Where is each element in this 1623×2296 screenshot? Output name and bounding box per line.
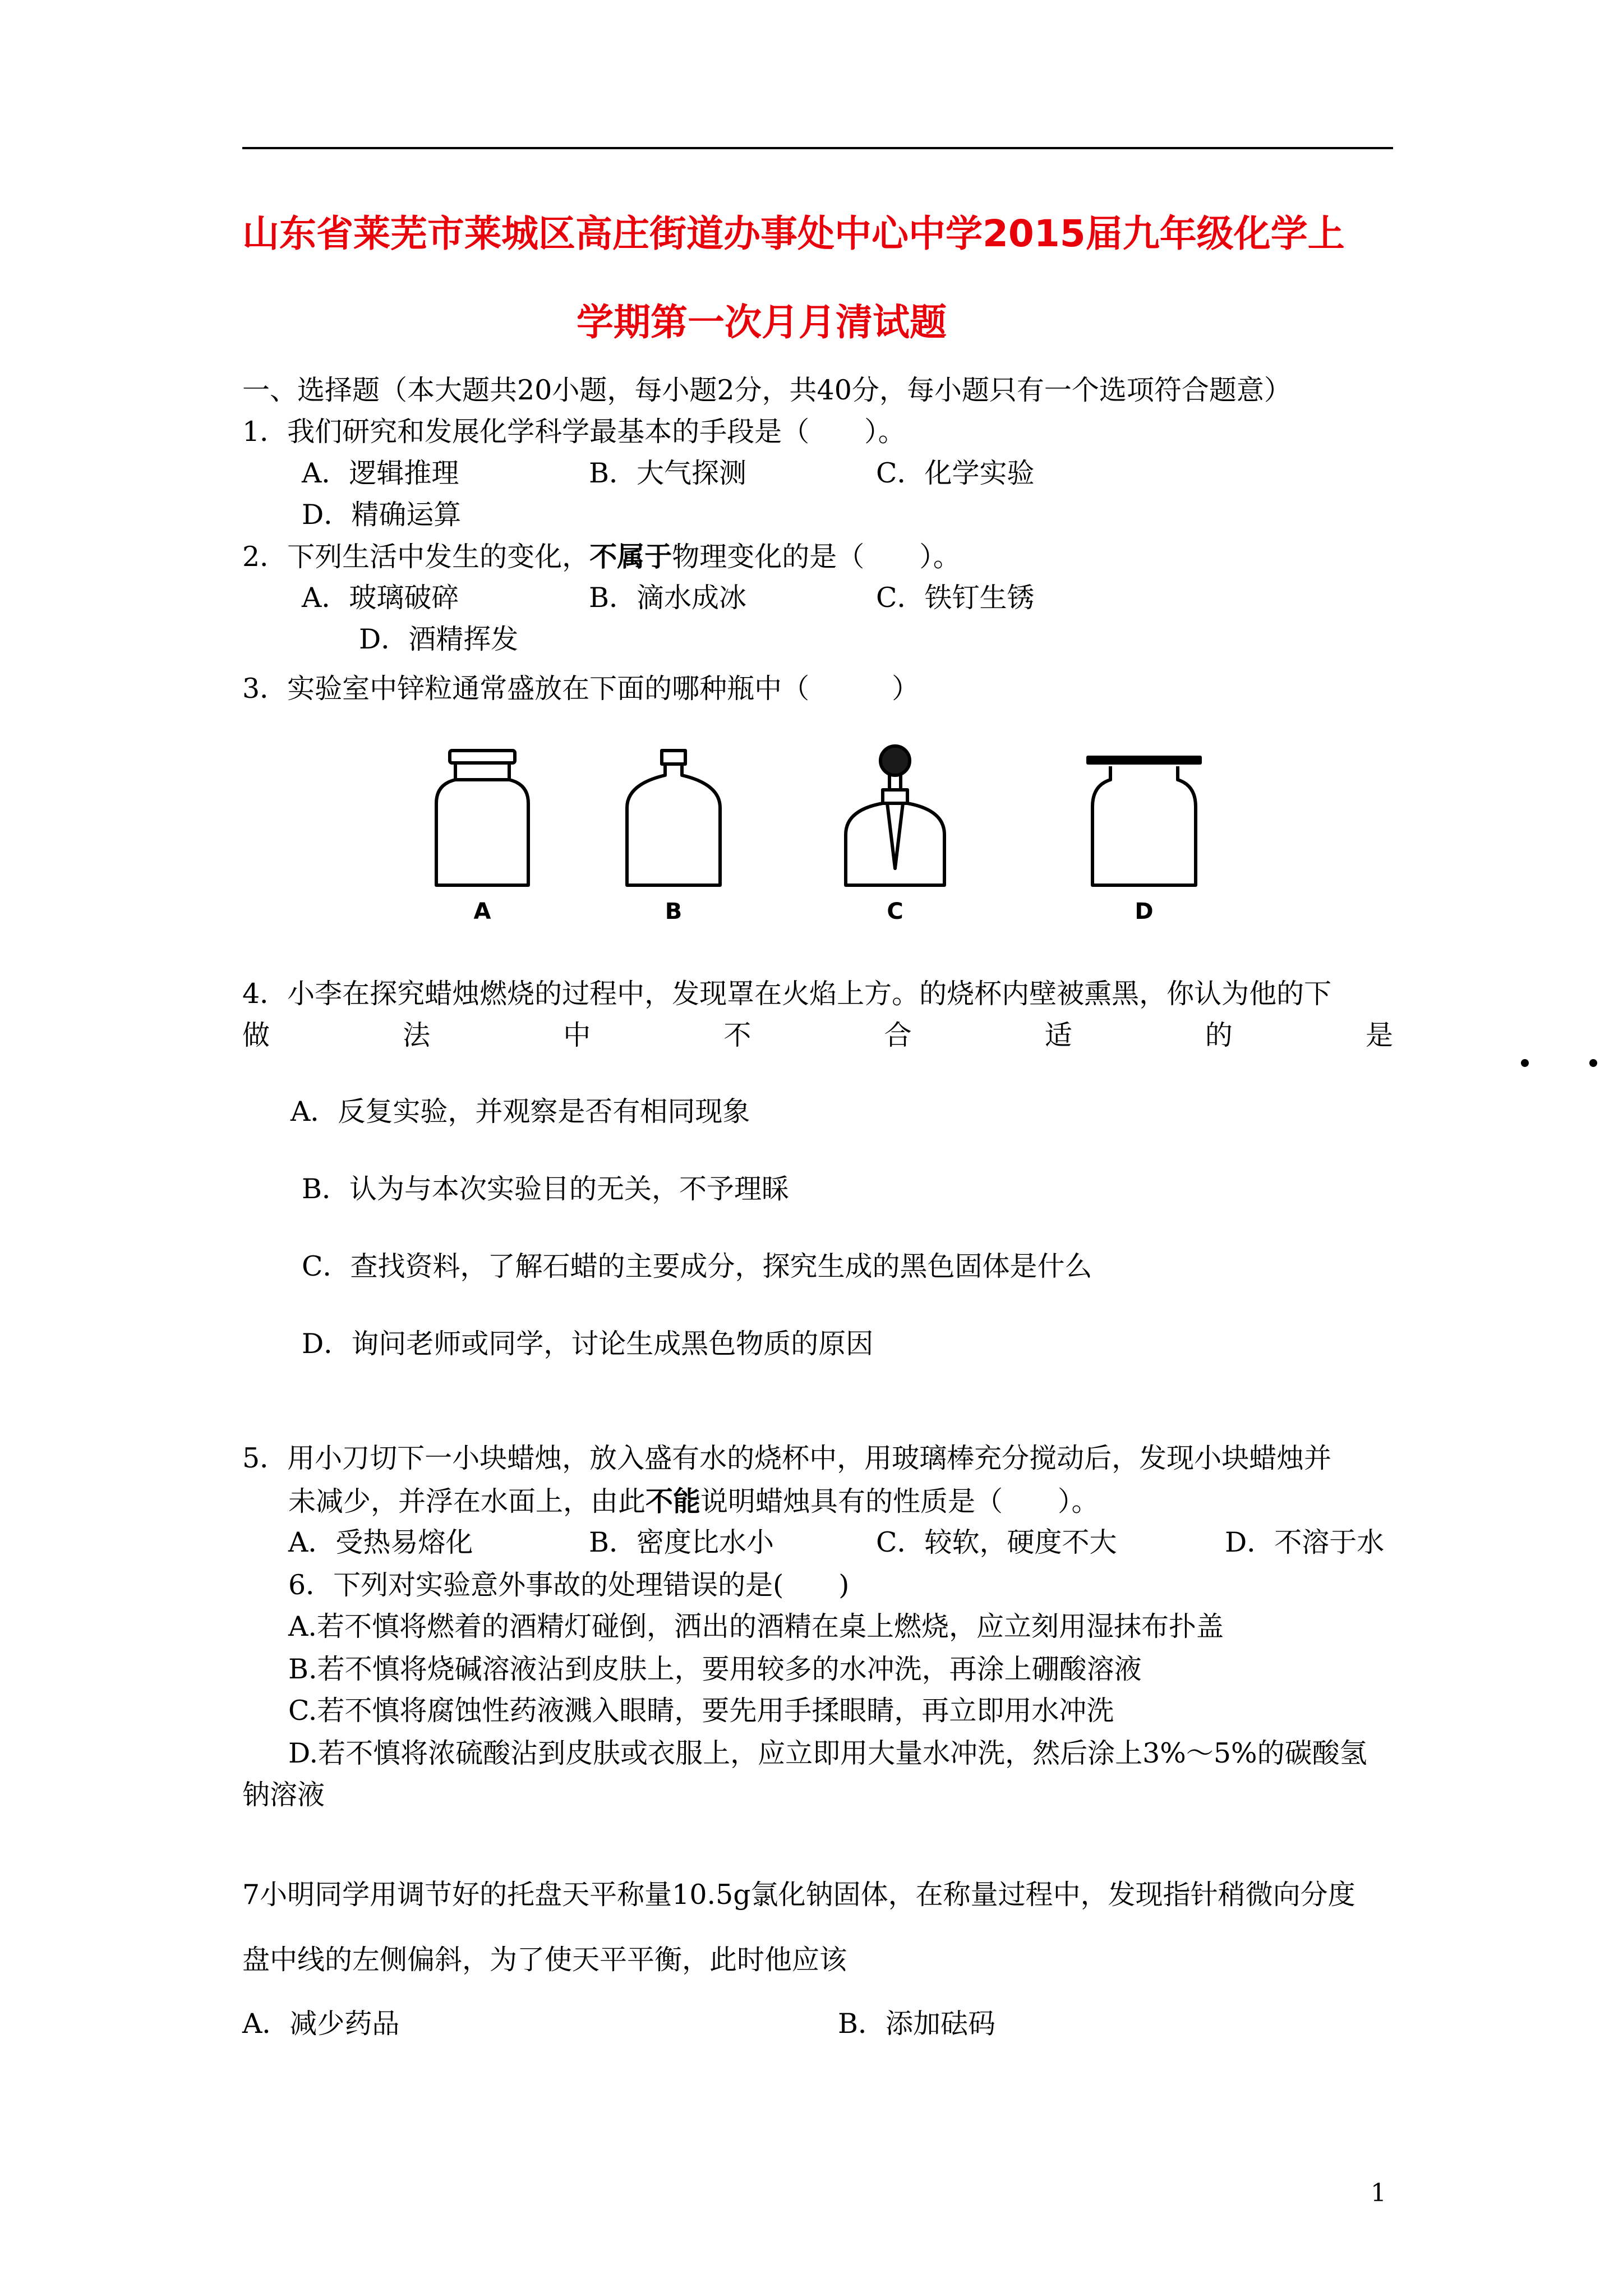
q4-option-a: A．反复实验，并观察是否有相同现象 <box>291 1096 750 1128</box>
bottle-label-b: B <box>665 899 683 924</box>
document-title-line1: 山东省莱芜市莱城区高庄街道办事处中心中学2015届九年级化学上 <box>242 212 1345 255</box>
bottle-label-d: D <box>1135 899 1154 924</box>
q5-option-b: B．密度比水小 <box>589 1526 774 1558</box>
q5-stem-line2: 未减少，并浮在水面上，由此不能说明蜡烛具有的性质是（ ）。 <box>288 1485 1099 1517</box>
q2-stem: 2．下列生活中发生的变化，不属于物理变化的是（ ）。 <box>242 540 961 573</box>
bottle-label-c: C <box>887 899 903 924</box>
q6-stem: 6．下列对实验意外事故的处理错误的是( ) <box>288 1569 850 1601</box>
q2-option-c: C．铁钉生锈 <box>876 582 1035 614</box>
q5-option-c: C．较软，硬度不大 <box>876 1526 1117 1558</box>
q3-stem: 3．实验室中锌粒通常盛放在下面的哪种瓶中（ ） <box>242 673 920 705</box>
q6-option-b: B.若不慎将烧碱溶液沾到皮肤上，要用较多的水冲洗，再涂上硼酸溶液 <box>288 1653 1142 1685</box>
q4-stem: 4．小李在探究蜡烛燃烧的过程中，发现罩在火焰上方。的烧杯内壁被熏黑，你认为他的下 <box>242 978 1332 1010</box>
section-heading: 一、选择题（本大题共20小题，每小题2分，共40分，每小题只有一个选项符合题意） <box>242 374 1292 406</box>
q4-option-d: D．询问老师或同学，讨论生成黑色物质的原因 <box>302 1328 874 1360</box>
bottle-d-icon <box>1088 757 1200 885</box>
q6-option-d-line1: D.若不慎将浓硫酸沾到皮肤或衣服上，应立即用大量水冲洗，然后涂上3%～5%的碳酸氢 <box>288 1737 1367 1769</box>
q6-option-d-line2: 钠溶液 <box>242 1779 325 1811</box>
q6-option-a: A.若不慎将燃着的酒精灯碰倒，洒出的酒精在桌上燃烧，应立刻用湿抹布扑盖 <box>288 1611 1224 1642</box>
q2-option-d: D．酒精挥发 <box>359 623 519 655</box>
header-rule <box>242 147 1393 149</box>
page-number: 1 <box>1371 2179 1386 2207</box>
q5-option-a: A．受热易熔化 <box>288 1526 473 1558</box>
dropper-bottle-c-icon <box>846 746 944 885</box>
bottle-a-icon <box>436 751 528 885</box>
q1-option-d: D．精确运算 <box>302 499 462 531</box>
q4-option-c: C．查找资料，了解石蜡的主要成分，探究生成的黑色固体是什么 <box>302 1250 1092 1282</box>
bottle-label-a: A <box>473 899 491 924</box>
reagent-bottles-figure <box>415 740 1223 926</box>
q1-option-b: B．大气探测 <box>589 457 747 489</box>
q5-option-d: D．不溶于水 <box>1225 1526 1385 1558</box>
document-title-line2: 学期第一次月月清试题 <box>577 301 947 344</box>
q6-option-c: C.若不慎将腐蚀性药液溅入眼睛，要先用手揉眼睛，再立即用水冲洗 <box>288 1695 1114 1727</box>
bottle-b-icon <box>627 751 720 885</box>
q1-option-c: C．化学实验 <box>876 457 1035 489</box>
q4-stem-spread: 做 法 中 不 合 适 的 是 <box>242 1019 1393 1051</box>
q2-option-b: B．滴水成冰 <box>589 582 747 614</box>
q1-option-a: A．逻辑推理 <box>302 457 459 489</box>
q4-option-b: B．认为与本次实验目的无关，不予理睬 <box>302 1173 790 1205</box>
q7-option-b: B．添加砝码 <box>838 2008 996 2040</box>
q5-stem-line1: 5．用小刀切下一小块蜡烛，放入盛有水的烧杯中，用玻璃棒充分搅动后，发现小块蜡烛并 <box>242 1442 1332 1474</box>
q7-stem-line1: 7小明同学用调节好的托盘天平称量10.5g氯化钠固体，在称量过程中，发现指针稍微向分度 <box>242 1879 1355 1911</box>
margin-dot <box>1589 1059 1597 1067</box>
margin-dot <box>1521 1059 1529 1067</box>
q1-stem: 1．我们研究和发展化学科学最基本的手段是（ ）。 <box>242 416 906 448</box>
q7-option-a: A．减少药品 <box>242 2008 400 2040</box>
q7-stem-line2: 盘中线的左侧偏斜，为了使天平平衡，此时他应该 <box>242 1944 847 1976</box>
q2-option-a: A．玻璃破碎 <box>302 582 459 614</box>
